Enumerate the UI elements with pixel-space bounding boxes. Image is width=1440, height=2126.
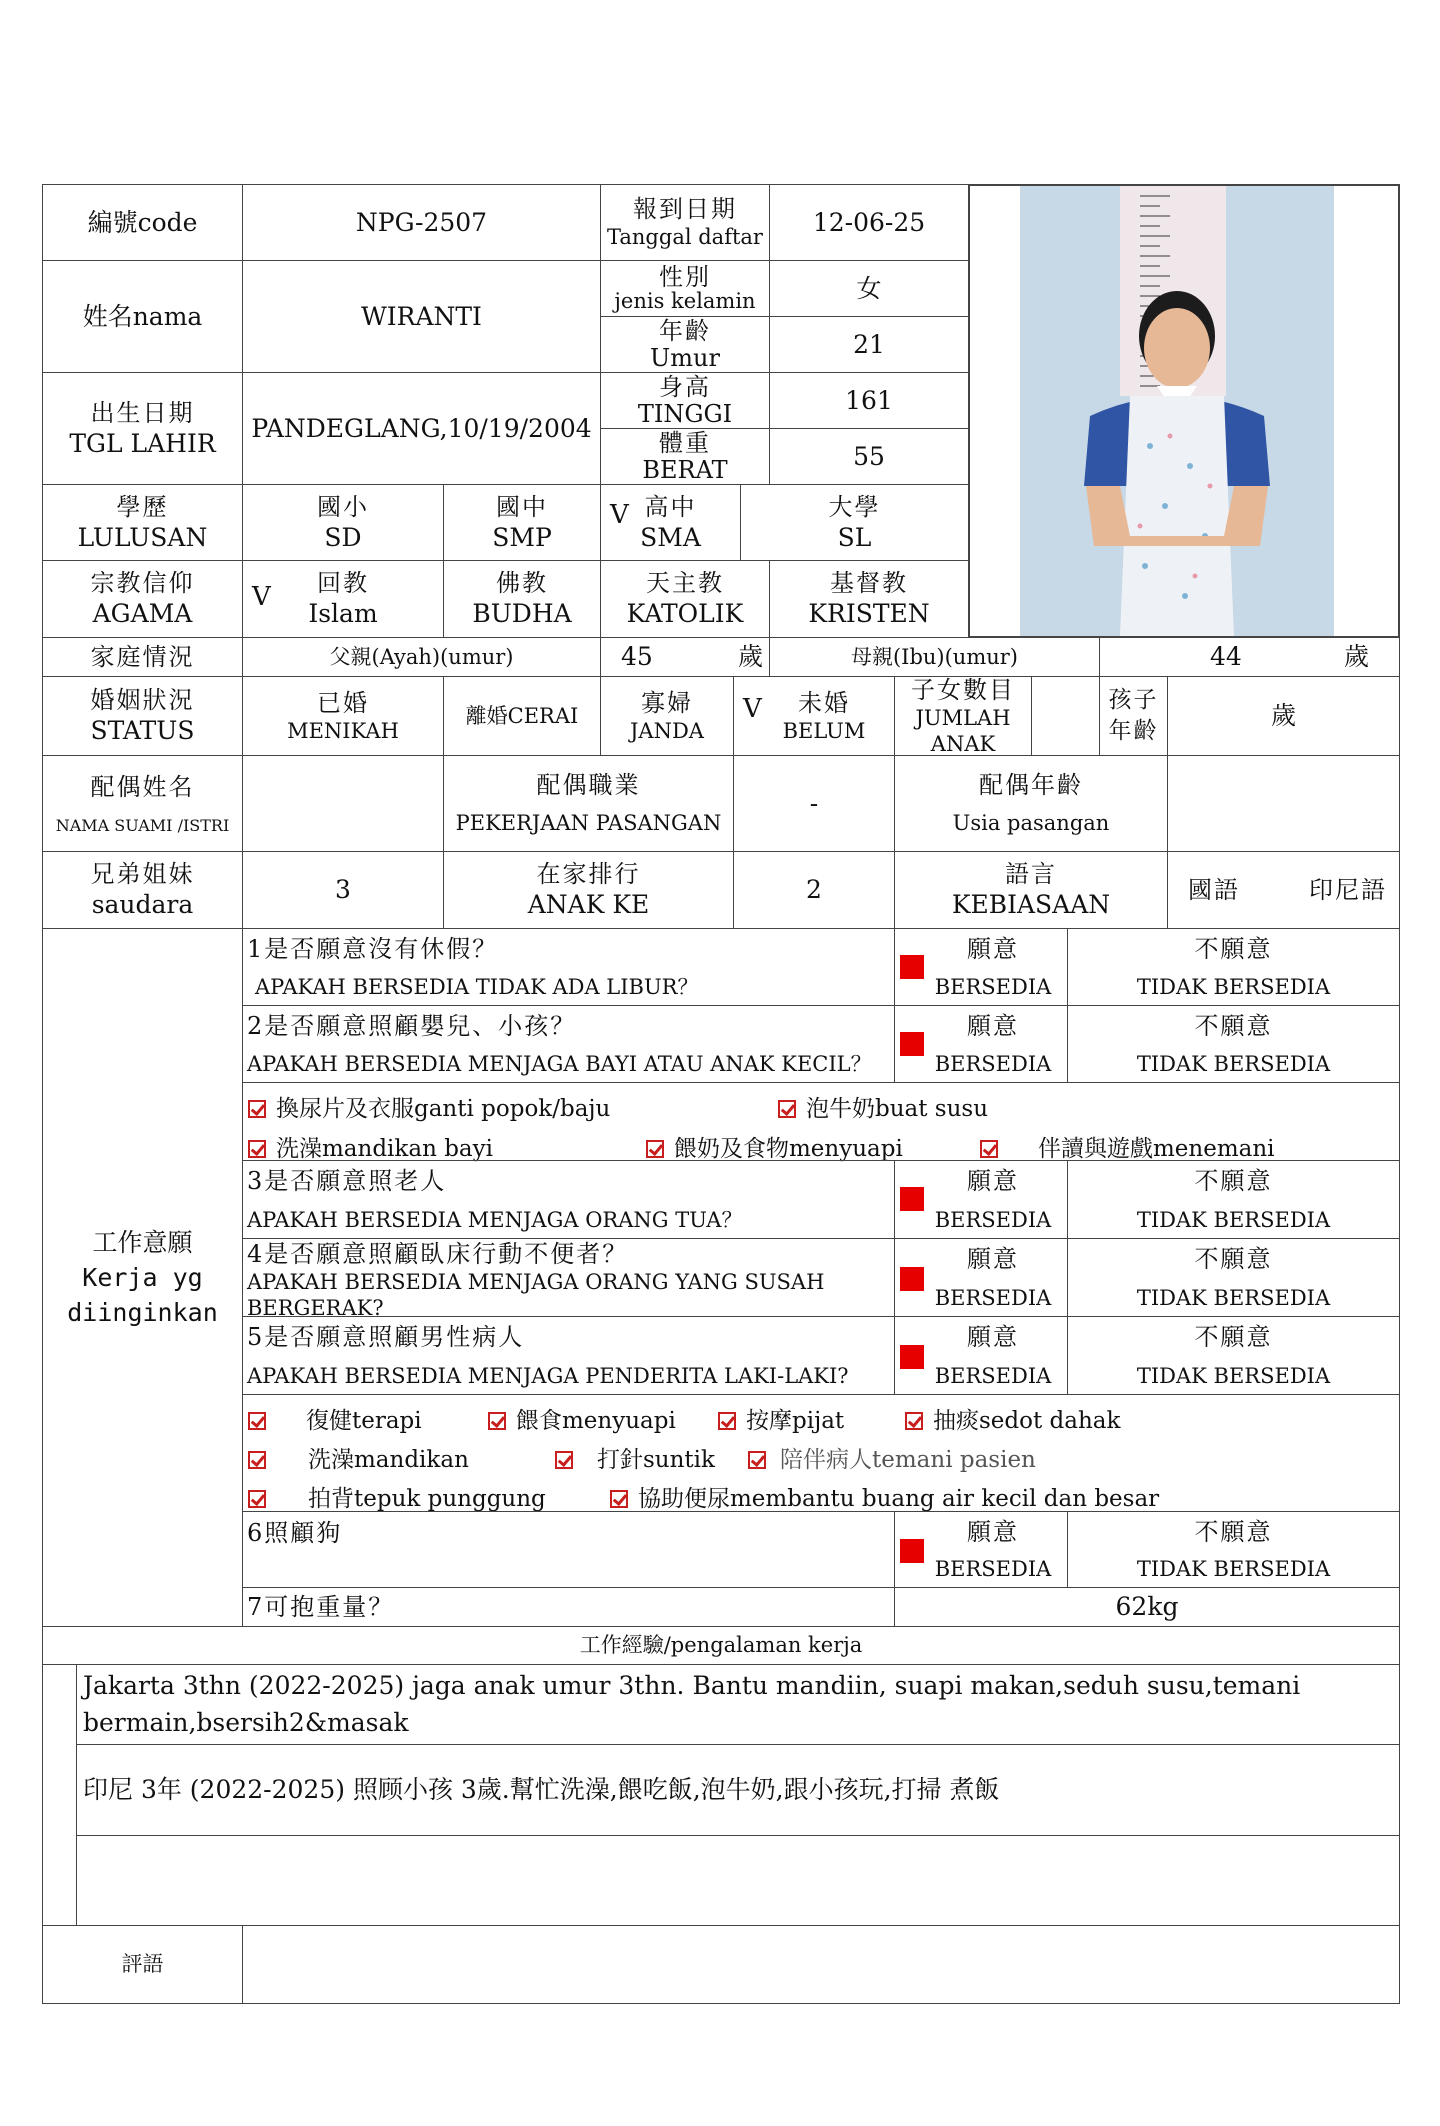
question-text-cn: 2是否願意照顧嬰兒、小孩？ [247,1011,577,1040]
candidate-photo [1020,186,1334,636]
age-label-cn: 年齡 [659,317,711,346]
answer-no-2[interactable] [1067,1005,1400,1083]
checkbox-checked-icon [248,1412,266,1430]
selected-marker-icon [900,1539,924,1563]
birth-order-label-id: ANAK KE [527,890,650,920]
option-id: MENIKAH [287,718,399,743]
option-id: KRISTEN [808,599,930,629]
spouse-age-label [894,755,1168,852]
task-label: 換尿片及衣服ganti popok/baju [276,1096,611,1122]
work-label-id-1: Kerja yg [82,1263,203,1292]
marital-label [42,676,243,756]
task-label: 餵食menyuapi [516,1408,676,1434]
spouse-age-label-id: Usia pasangan [952,811,1110,836]
age-label-id: Umur [650,343,720,372]
marital-label-cn: 婚姻狀況 [90,686,195,715]
task-label: 打針suntik [597,1447,715,1473]
experience-entry: 印尼 3年 (2022-2025) 照顾小孩 3歲.幫忙洗澡,餵吃飯,泡牛奶,跟小孩玩,打掃 煮飯 [76,1744,1400,1836]
experience-entry [76,1835,1400,1926]
option-id: SMP [492,522,552,552]
birth-label [42,372,243,485]
work-preference-label [42,928,243,1627]
yes-cn: 願意 [967,1167,1019,1196]
task-label: 餵奶及食物menyuapi [674,1136,903,1162]
no-cn: 不願意 [1194,1245,1273,1274]
option-cn: 寡婦 [641,688,693,717]
task-label: 復健terapi [306,1408,422,1434]
option-id: BUDHA [472,599,572,629]
reg-date-label [600,184,770,261]
code-label: 編號code [42,184,243,261]
reg-date-label-id: Tanggal daftar [607,225,763,250]
marital-option-married[interactable] [242,676,444,756]
no-id: TIDAK BERSEDIA [1136,1285,1331,1310]
height-value: 161 [769,372,969,429]
child-age-label: 孩子年齡 [1099,676,1168,756]
checkbox-checked-icon [748,1451,766,1469]
gender-label-cn: 性別 [659,262,711,291]
no-id: TIDAK BERSEDIA [1136,1363,1331,1388]
answer-no-6[interactable] [1067,1511,1400,1588]
task-label: 抽痰sedot dahak [933,1408,1121,1434]
question-text-cn: 5是否願意照顧男性病人 [247,1323,525,1352]
task-label: 按摩pijat [746,1408,845,1434]
child-age-unit: 歲 [1167,676,1400,756]
birth-order-label-cn: 在家排行 [536,860,641,889]
birth-label-cn: 出生日期 [90,398,195,427]
no-cn: 不願意 [1194,1167,1273,1196]
yes-id: BERSEDIA [934,1363,1052,1388]
photo-illustration [1020,186,1334,636]
spouse-age-label-cn: 配偶年齡 [979,771,1083,800]
patient-task[interactable] [248,1480,546,1513]
spouse-job-label-cn: 配偶職業 [536,771,641,800]
religion-option-kristen[interactable] [769,560,969,638]
selected-marker-icon [900,955,924,979]
height-label-cn: 身高 [659,373,711,402]
selected-marker-icon [900,1187,924,1211]
gender-value: 女 [769,260,969,317]
question-text-id: APAKAH BERSEDIA MENJAGA ORANG YANG SUSAH BERGERAK? [247,1270,825,1321]
no-id: TIDAK BERSEDIA [1136,1557,1331,1582]
option-cn: 基督教 [830,569,908,598]
selected-marker-icon [900,1032,924,1056]
mother-age-value: 44 [1210,642,1242,672]
child-task[interactable] [778,1090,988,1123]
yes-cn: 願意 [967,1011,1019,1040]
child-task[interactable] [248,1090,610,1123]
no-cn: 不願意 [1194,934,1273,963]
religion-label-cn: 宗教信仰 [90,569,195,598]
marital-label-id: STATUS [90,716,195,746]
child-task[interactable] [248,1130,493,1163]
spouse-job-label [443,755,734,852]
no-id: TIDAK BERSEDIA [1136,974,1331,999]
answer-no-3[interactable] [1067,1160,1400,1239]
checkbox-checked-icon [718,1412,736,1430]
task-label: 伴讀與遊戲menemani [1038,1136,1275,1162]
age-unit: 歲 [1343,642,1369,672]
siblings-label-cn: 兄弟姐妹 [90,860,195,889]
task-label: 協助便尿membantu buang air kecil dan besar [638,1486,1160,1512]
answer-no-1[interactable] [1067,928,1400,1006]
siblings-label [42,851,243,929]
option-cn: 天主教 [646,569,724,598]
yes-id: BERSEDIA [934,974,1052,999]
option-id: SD [324,522,362,552]
checkbox-checked-icon [488,1412,506,1430]
remarks-label: 評語 [42,1925,243,2004]
siblings-value: 3 [242,851,444,929]
gender-label [600,260,770,317]
patient-task[interactable] [610,1480,1159,1513]
language-option[interactable]: 國語 [1188,876,1240,904]
experience-title: 工作經驗/pengalaman kerja [42,1626,1400,1665]
option-cn: 佛教 [496,569,548,598]
spouse-name-label-id: NAMA SUAMI /ISTRI [55,815,230,835]
patient-task[interactable] [748,1441,1036,1474]
question-4 [242,1238,895,1321]
marital-option-divorced[interactable]: 離婚CERAI [443,676,601,756]
checkbox-checked-icon [248,1451,266,1469]
age-unit: 歲 [737,642,763,672]
selected-marker-icon [900,1267,924,1291]
spouse-job-label-id: PEKERJAAN PASANGAN [455,811,722,836]
education-label-cn: 學歷 [116,492,169,521]
no-cn: 不願意 [1194,1517,1273,1546]
yes-id: BERSEDIA [934,1207,1052,1232]
religion-label [42,560,243,638]
option-cn: 未婚 [798,688,850,717]
yes-cn: 願意 [967,1245,1019,1274]
birth-label-id: TGL LAHIR [69,428,216,458]
question-text-id: APAKAH BERSEDIA TIDAK ADA LIBUR？ [255,974,699,999]
option-cn: 回教 [317,569,369,598]
code-value: NPG-2507 [242,184,601,261]
name-value: WIRANTI [242,260,601,373]
father-age [600,637,770,677]
height-label-id: TINGGI [637,399,733,428]
children-count-value [1031,676,1100,756]
child-task[interactable] [980,1130,1275,1163]
question-text-cn: 3是否願意照老人 [247,1167,447,1196]
marital-option-widow[interactable] [600,676,734,756]
education-option-sl[interactable] [740,484,969,561]
spouse-name-label-cn: 配偶姓名 [90,772,195,801]
weight-label-cn: 體重 [659,429,711,458]
option-cn: 已婚 [317,688,369,717]
option-cn: 國中 [496,492,548,521]
task-label: 洗澡mandikan bayi [276,1136,493,1162]
child-task[interactable] [646,1130,903,1163]
question-text-cn: 1是否願意沒有休假？ [247,934,499,963]
task-label: 陪伴病人temani pasien [780,1447,1036,1473]
spouse-name-value [242,755,444,852]
question-1 [242,928,895,1006]
answer-no-4[interactable] [1067,1238,1400,1317]
children-count-label-id: JUMLAH ANAK [915,705,1011,756]
question-5 [242,1316,895,1395]
patient-task[interactable] [488,1402,676,1435]
option-id: Islam [308,599,378,629]
option-id: SMA [640,522,701,552]
question-text-cn: 6照顧狗 [247,1519,343,1547]
remarks-value [242,1925,1400,2004]
no-cn: 不願意 [1194,1011,1273,1040]
question-2 [242,1005,895,1083]
family-label: 家庭情況 [42,637,243,677]
mother-age-label: 母親(Ibu)(umur) [769,637,1100,677]
education-label [42,484,243,561]
religion-option-islam[interactable] [242,560,444,638]
checkbox-checked-icon [610,1490,628,1508]
yes-id: BERSEDIA [934,1557,1052,1582]
father-age-label: 父親(Ayah)(umur) [242,637,601,677]
religion-option-budha[interactable] [443,560,601,638]
task-label: 泡牛奶buat susu [806,1096,989,1122]
checkbox-checked-icon [980,1140,998,1158]
checkbox-checked-icon [248,1100,266,1118]
option-id: JANDA [630,718,704,743]
task-label: 拍背tepuk punggung [308,1486,546,1512]
weight-label-id: BERAT [642,455,728,484]
experience-entry: Jakarta 3thn (2022-2025) jaga anak umur 3thn. Bantu mandiin, suapi makan,seduh susu,temani bermain,bsersih2&masak [76,1664,1400,1745]
yes-cn: 願意 [967,1323,1019,1352]
option-id: SL [837,522,872,552]
yes-id: BERSEDIA [934,1285,1052,1310]
checkbox-checked-icon [248,1140,266,1158]
question-text-id: APAKAH BERSEDIA MENJAGA PENDERITA LAKI-LAKI? [247,1363,849,1388]
work-label-cn: 工作意願 [92,1228,193,1257]
selected-marker-icon [900,1345,924,1369]
checkbox-checked-icon [555,1451,573,1469]
yes-cn: 願意 [967,1517,1019,1546]
birth-order-value: 2 [733,851,895,929]
language-label-cn: 語言 [1005,860,1057,889]
language-options [1167,851,1400,929]
patient-task[interactable] [555,1441,715,1474]
education-option-sd[interactable] [242,484,444,561]
work-label-id-2: diinginkan [67,1298,218,1327]
no-id: TIDAK BERSEDIA [1136,1051,1331,1076]
height-label [600,372,770,429]
checkbox-checked-icon [905,1412,923,1430]
question-3 [242,1160,895,1239]
language-option[interactable]: 印尼語 [1309,876,1387,904]
weight-value: 55 [769,428,969,485]
experience-margin [42,1664,77,1926]
option-cn: 大學 [828,492,881,521]
question-text-id: APAKAH BERSEDIA MENJAGA ORANG TUA？ [247,1207,743,1232]
reg-date-value: 12-06-25 [769,184,969,261]
age-label [600,316,770,373]
birth-value: PANDEGLANG,10/19/2004 [242,372,601,485]
question-6 [242,1511,895,1588]
gender-label-id: jenis kelamin [614,289,756,314]
question-text-id: APAKAH BERSEDIA MENJAGA BAYI ATAU ANAK KECIL？ [247,1051,872,1076]
education-label-id: LULUSAN [77,522,208,552]
marital-selected-mark: V [743,694,762,724]
no-cn: 不願意 [1194,1323,1273,1352]
yes-id: BERSEDIA [934,1051,1052,1076]
task-label: 洗澡mandikan [308,1447,469,1473]
option-id: BELUM [782,718,866,743]
answer-no-5[interactable] [1067,1316,1400,1395]
birth-order-label [443,851,734,929]
education-option-smp[interactable] [443,484,601,561]
children-count-label-cn: 子女數目 [911,675,1015,704]
checkbox-checked-icon [248,1490,266,1508]
patient-task[interactable] [248,1402,422,1435]
siblings-label-id: saudara [91,890,194,920]
religion-option-katolik[interactable] [600,560,770,638]
patient-task[interactable] [905,1402,1120,1435]
checkbox-checked-icon [646,1140,664,1158]
yes-cn: 願意 [967,934,1019,963]
religion-selected-mark: V [252,582,271,612]
spouse-job-value: - [733,755,895,852]
father-age-value: 45 [621,642,653,672]
carry-weight-value: 62kg [894,1587,1400,1627]
carry-weight-label: 7可抱重量？ [242,1587,895,1627]
spouse-name-label [42,755,243,852]
children-count-label [894,676,1032,756]
spouse-age-value [1167,755,1400,852]
language-label-id: KEBIASAAN [951,890,1111,920]
mother-age [1099,637,1400,677]
patient-task[interactable] [718,1402,844,1435]
language-label [894,851,1168,929]
reg-date-label-cn: 報到日期 [633,195,737,224]
weight-label [600,428,770,485]
patient-task[interactable] [248,1441,469,1474]
option-cn: 國小 [317,492,369,521]
no-id: TIDAK BERSEDIA [1136,1207,1331,1232]
education-selected-mark: V [610,500,629,530]
question-text-cn: 4是否願意照顧臥床行動不便者？ [247,1240,629,1268]
checkbox-checked-icon [778,1100,796,1118]
option-id: KATOLIK [626,599,744,629]
name-label: 姓名nama [42,260,243,373]
age-value: 21 [769,316,969,373]
option-cn: 高中 [644,492,697,521]
religion-label-id: AGAMA [92,599,193,629]
